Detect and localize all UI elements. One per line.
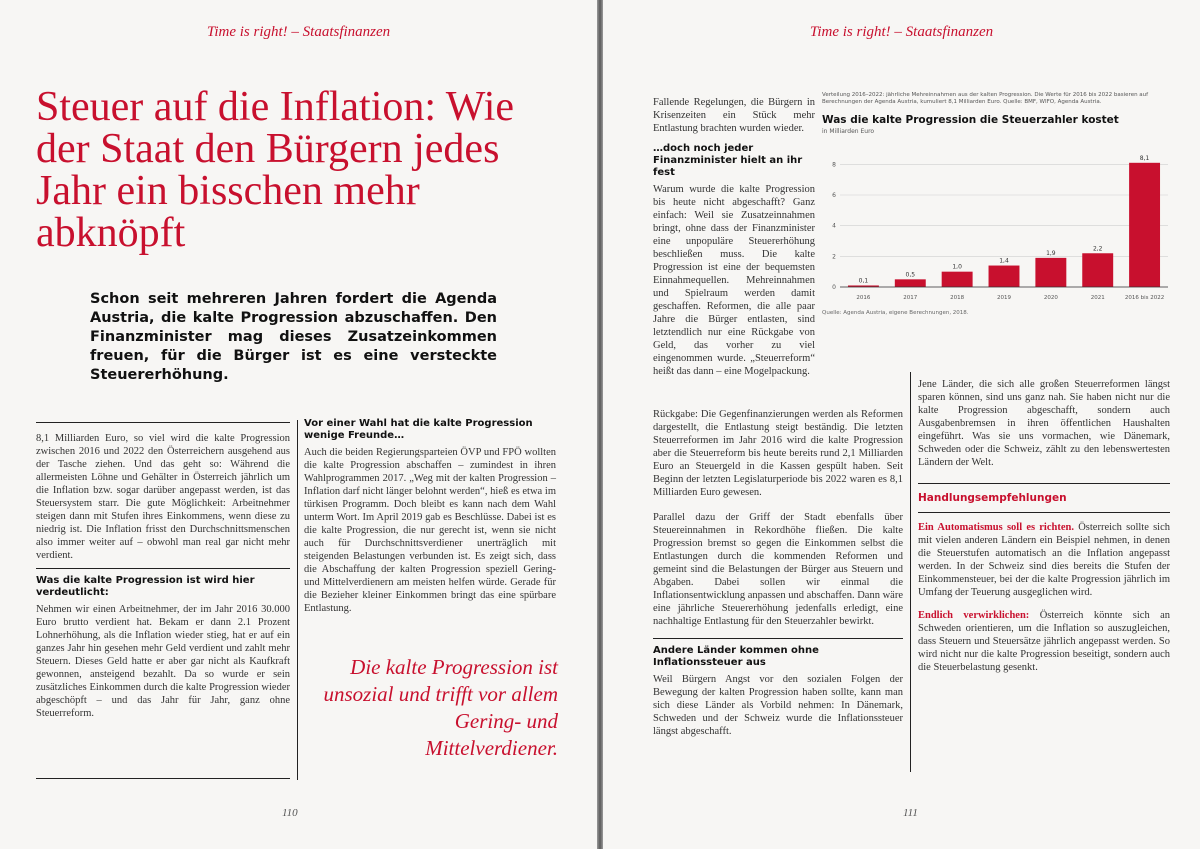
recommendations-heading: Handlungsempfehlungen (918, 492, 1067, 504)
right-column-2 (653, 408, 903, 738)
column-divider (910, 372, 911, 772)
bar (989, 266, 1020, 287)
lead-paragraph: Schon seit mehreren Jahren fordert die Agenda Austria, die kalte Progression abzuschaffen. Den Finanzminister mag dieses Zusatzeinkommen freuen, für die Bürger ist es eine versteckte Steuererhöhung. (90, 291, 497, 383)
body-paragraph: 8,1 Milliarden Euro, so viel wird die kalte Progression zwischen 2016 und 2022 den Österreichern ausgehend aus der Tasche ziehen. Und das geht so: Während die allermeisten Löhne und Gehälter in Österreich jährlich um die Inflation bzw. sogar darüber angepasst werden, ist das Steuersystem starr. Die gute Möglichkeit: Arbeitnehmer steigen dann mit Stufen ihres Einkommens, wenn diese zu niedrig ist. Die Inflation frisst den Durchschnittsmenschen also immer weiter auf – obwohl man real gar nicht mehr verdient. (36, 433, 290, 561)
x-tick-label: 2018 (950, 295, 965, 301)
subheading: …doch noch jeder Finanzminister hielt an ihr fest (653, 143, 803, 178)
y-tick-label: 4 (832, 222, 836, 230)
bar-value-label: 0,5 (905, 271, 916, 279)
recommendation-text: Österreich sollte sich mit vielen anderen Ländern ein Beispiel nehmen, in denen die Steuerstufen automatisch an die Inflation angepasst werden. In der Schweiz sind dies bereits die Stufen der Einkommensteuer, bei der die kalte Progression jährlich im Umfang der Teuerung ausgeglichen wird. (918, 522, 1171, 598)
right-column-1 (653, 96, 815, 378)
recommendation-lead: Ein Automatismus soll es richten. (918, 522, 1074, 533)
bar-value-label: 1,4 (999, 257, 1009, 265)
bar-value-label: 8,1 (1139, 154, 1150, 162)
x-tick-label: 2016 (856, 295, 871, 301)
section-rule (918, 483, 1170, 484)
running-head-left: Time is right! – Staatsfinanzen (206, 24, 391, 40)
body-paragraph: Fallende Regelungen, die Bürgern in Krisenzeiten ein Stück mehr Entlastung brachten wurden wieder. (653, 97, 815, 134)
chart-unit-label: in Milliarden Euro (822, 128, 875, 135)
subheading: Vor einer Wahl hat die kalte Progression wenige Freunde… (304, 418, 533, 441)
bar-value-label: 1,9 (1046, 249, 1056, 257)
bar-value-label: 2,2 (1092, 245, 1103, 253)
page-number-left: 110 (282, 807, 298, 819)
recommendation-text: Österreich könnte sich an Schweden orientieren, um die Inflation so auszugleichen, dass Steuern und Steuersätze jährlich angepasst werden. So wird nicht nur die kalte Progression beseitigt, sondern auch die Steuerbelastung gesenkt. (918, 610, 1170, 673)
right-column-3 (918, 378, 1170, 674)
body-paragraph: Weil Bürgern Angst vor den sozialen Folgen der Bewegung der kalten Progression haben sollte, kann man sich diese Länder als Vorbild nehmen: In Dänemark, Schweden und der Schweiz wurde die Inflationssteuer längst abgeschafft. (653, 674, 903, 737)
left-page (0, 0, 597, 849)
bar (1129, 163, 1160, 287)
bar (895, 279, 926, 287)
subheading: Andere Länder kommen ohne Inflationssteuer aus (653, 645, 819, 668)
chart-title: Was die kalte Progression die Steuerzahler kostet (822, 114, 1119, 126)
y-tick-label: 8 (832, 161, 836, 169)
bar-chart-figure (822, 92, 1174, 360)
body-paragraph: Nehmen wir einen Arbeitnehmer, der im Jahr 2016 30.000 Euro brutto verdient hat. Bekam er dann 2.1 Prozent Lohnerhöhung, als die Inflation wieder stieg, hat er auf ein ganzes Jahr hin gesehen mehr Geld verdient und zahlt mehr Steuern. Dieses Geld hatte er aber gar nicht als Kaufkraft gewonnen, ansteigend bezahlt. Da so wurde er sein zusätzliches Einkommen durch die kalte Progression wieder abgeschöpft – und das Jahr für Jahr, ganz ohne Steuerreform. (36, 604, 290, 719)
column-rule-top (36, 422, 290, 423)
body-paragraph: Parallel dazu der Griff der Stadt ebenfalls über Steuereinnahmen in Rekordhöhe fließen. Die kalte Progression bremst so gegen die Einkommen selbst die Entlastungen durch die kommenden Reformen und gemeint sind die Belastungen der Bürger aus Steuern und Abgaben. Dabei sollen wir einmal die Inflationsentwicklung anpassen und abschaffen. Dann wäre eine jährliche Steuererhöhung jedenfalls erledigt, eine nachhaltige Entlastung für den Steuerzahler bewirkt. (653, 512, 903, 627)
x-tick-label: 2021 (1090, 295, 1105, 301)
body-paragraph: Auch die beiden Regierungsparteien ÖVP und FPÖ wollten die kalte Progression abschaffen – zumindest in ihren Wahlprogrammen 2017. „Weg mit der kalten Progression – Inflation darf nicht länger belohnt werden“, hieß es etwa im türkisen Programm. Doch bleibt es kann nach dem Wahl unterm Wort. Im April 2019 gab es Beschlüsse. Dabei ist es die kalte Progression, die nur gerecht ist, wenn sie nicht auch für Durchschnittsverdiener unerträglich mit steigenden Belastungen verbunden ist. Es zeigt sich, dass die Abschaffung der kalten Progression speziell Gering- und Mittelverdienern am meisten helfen würde. Gerade für die Bezieher kleiner Einkommen bringt das eine spürbare Entlastung. (304, 447, 556, 614)
left-column-2 (304, 418, 556, 615)
bar-value-label: 0,1 (858, 277, 869, 285)
page-number-right: 111 (903, 807, 918, 819)
section-rule (653, 638, 903, 639)
chart-svg (822, 135, 1174, 305)
y-tick-label: 0 (832, 284, 836, 291)
bar (1082, 253, 1113, 287)
x-tick-label: 2016 bis 2022 (1124, 295, 1165, 301)
x-tick-label: 2019 (997, 295, 1011, 301)
bar (1035, 258, 1066, 287)
running-head-right: Time is right! – Staatsfinanzen (809, 24, 994, 40)
bar-value-label: 1,0 (952, 263, 962, 271)
x-tick-label: 2017 (903, 295, 918, 301)
body-paragraph: Warum wurde die kalte Progression bis heute nicht abgeschafft? Ganz einfach: Weil sie Zusatzeinnahmen bringt, ohne dass der Finanzminister eine unpopuläre Steuererhöhung beschließen muss. Die kalte Progression ist eine der bequemsten Einnahmequellen. Mehreinnahmen und Spielraum werden damit geschaffen. Reformen, die alle paar Jahre die Bürger entlasten, sind letztendlich nur eine Rückgabe von Geld, das vorher zu viel eingenommen wurde. „Steuerreform“ heißt das dann – eine Mogelpackung. (653, 184, 815, 377)
body-paragraph: Rückgabe: Die Gegenfinanzierungen werden als Reformen dargestellt, die Entlastung steigt beständig. Die letzten Steuerreformen im Jahr 2016 wird die kalte Progression aber die Steuerreform bis heute bereits rund 2,1 Milliarden Euro an Steuergeld in die Kassen gespült haben. Seit Beginn der letzten Legislaturperiode bis 2022 waren es 8,1 Milliarden Euro gewesen. (653, 409, 903, 498)
y-tick-label: 2 (832, 253, 836, 261)
subheading: Was die kalte Progression ist wird hier verdeutlicht: (36, 575, 255, 598)
bar (942, 272, 973, 287)
column-rule-bottom (36, 778, 290, 779)
x-tick-label: 2020 (1043, 295, 1058, 301)
y-tick-label: 6 (832, 192, 836, 199)
recommendation-lead: Endlich verwirklichen: (918, 610, 1030, 621)
pull-quote: Die kalte Progression ist unsozial und trifft vor allem Gering- und Mittelverdiener. (323, 655, 558, 760)
left-column-1 (36, 432, 290, 720)
column-divider (297, 420, 298, 780)
section-rule (918, 512, 1170, 513)
chart-source: Quelle: Agenda Austria, eigene Berechnungen, 2018. (822, 310, 969, 316)
headline: Steuer auf die Inflation: Wie der Staat den Bürgern jedes Jahr ein bisschen mehr abknöpft (36, 84, 515, 256)
chart-intro-text: Verteilung 2016–2022: jährliche Mehreinnahmen aus der kalten Progression. Die Werte für 2016 bis 2022 basieren auf Berechnungen der Agenda Austria, kumuliert 8,1 Milliarden Euro. Quelle: BMF, WIFO, Agenda Austria. (822, 92, 1149, 105)
section-rule (36, 568, 290, 569)
body-paragraph: Jene Länder, die sich alle großen Steuerreformen längst sparen können, sind uns ganz nah. Sie haben nicht nur die kalte Progression abgeschafft, sondern auch Ausgabenbremsen in ihren öffentlichen Haushalten eingeführt. Was sie uns vormachen, wie Dänemark, Schweden oder die Schweiz, zählt zu den lebenswertesten Ländern der Welt. (918, 379, 1170, 468)
